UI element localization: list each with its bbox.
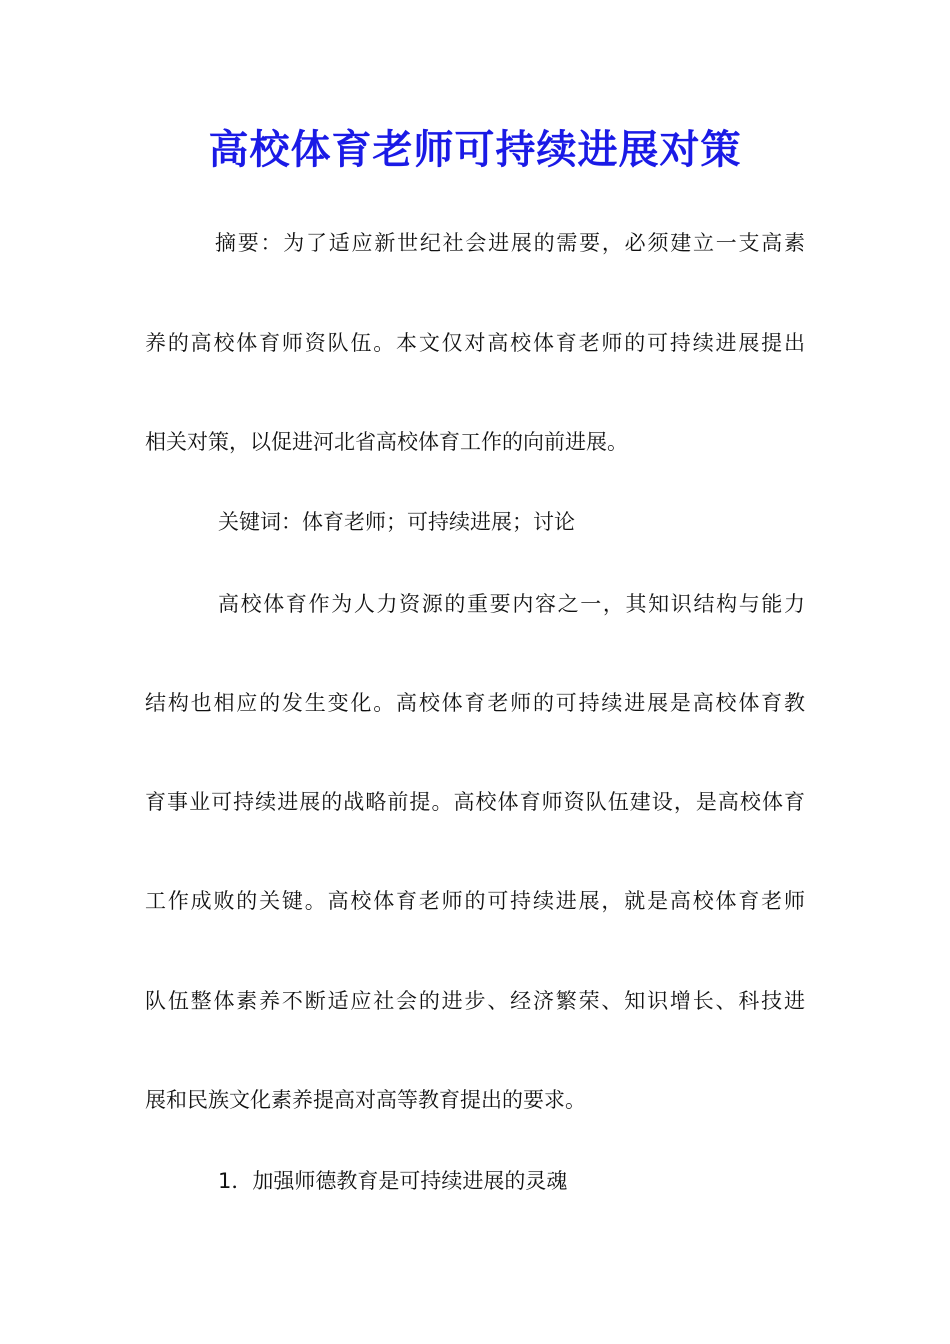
abstract-line-3: 相关对策，以促进河北省高校体育工作的向前进展。 xyxy=(145,430,628,454)
abstract-line-2: 养的高校体育师资队伍。本文仅对高校体育老师的可持续进展提出 xyxy=(145,331,805,355)
abstract-line-1: 摘要：为了适应新世纪社会进展的需要，必须建立一支高素 xyxy=(215,231,805,255)
keywords-line: 关键词：体育老师；可持续进展；讨论 xyxy=(218,510,575,534)
section-heading: 1．加强师德教育是可持续进展的灵魂 xyxy=(218,1169,568,1193)
body-line-4: 工作成败的关键。高校体育老师的可持续进展，就是高校体育老师 xyxy=(145,889,805,913)
body-line-1: 高校体育作为人力资源的重要内容之一，其知识结构与能力 xyxy=(218,592,805,616)
body-line-2: 结构也相应的发生变化。高校体育老师的可持续进展是高校体育教 xyxy=(145,691,805,715)
body-line-5: 队伍整体素养不断适应社会的进步、经济繁荣、知识增长、科技进 xyxy=(145,989,805,1013)
body-line-3: 育事业可持续进展的战略前提。高校体育师资队伍建设，是高校体育 xyxy=(145,790,805,814)
document-title: 高校体育老师可持续进展对策 xyxy=(208,126,742,173)
body-line-6: 展和民族文化素养提高对高等教育提出的要求。 xyxy=(145,1088,586,1112)
